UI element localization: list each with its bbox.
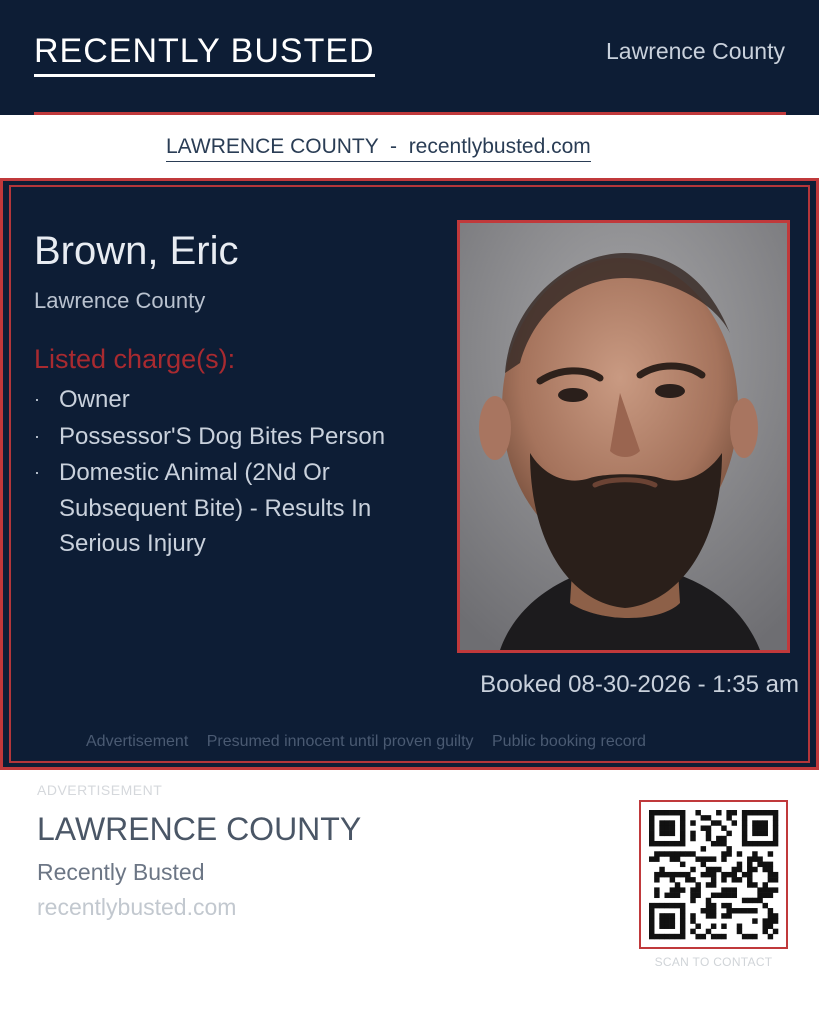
innocence-note: Presumed innocent until proven guilty bbox=[206, 733, 474, 750]
site-header bbox=[0, 0, 819, 115]
inmate-name: Brown, Eric bbox=[34, 229, 239, 273]
ad-county-heading: LAWRENCE COUNTY bbox=[37, 811, 362, 847]
charge-text: Possessor'S Dog Bites Person bbox=[59, 422, 386, 450]
charges-heading: Listed charge(s): bbox=[34, 344, 236, 374]
ad-url-link[interactable]: recentlybusted.com bbox=[37, 894, 237, 920]
booking-datetime: Booked 08-30-2026 - 1:35 am bbox=[480, 671, 799, 698]
charge-item bbox=[34, 419, 434, 455]
bullet-icon: · bbox=[34, 462, 40, 482]
charge-text: Domestic Animal (2Nd Or Subsequent Bite) - Results In Serious Injury bbox=[59, 459, 372, 557]
charge-text: Owner bbox=[59, 386, 130, 413]
advertisement-note: Advertisement bbox=[86, 733, 189, 750]
qr-caption: SCAN TO CONTACT bbox=[654, 955, 773, 969]
charge-item bbox=[34, 382, 434, 418]
ad-site-name: Recently Busted bbox=[37, 859, 205, 885]
header-county-label: Lawrence County bbox=[606, 38, 785, 64]
mugshot-photo bbox=[457, 220, 790, 653]
charge-item bbox=[34, 455, 434, 562]
public-record-note: Public booking record bbox=[492, 733, 646, 750]
mugshot-image bbox=[460, 223, 787, 650]
sub-header-link[interactable]: LAWRENCE COUNTY - recentlybusted.com bbox=[166, 133, 591, 162]
inmate-county: Lawrence County bbox=[34, 288, 206, 313]
bullet-icon: · bbox=[34, 389, 40, 409]
ad-label: ADVERTISEMENT bbox=[37, 782, 163, 798]
site-brand-logo[interactable]: RECENTLY BUSTED bbox=[34, 30, 375, 77]
card-footer-notes bbox=[86, 732, 660, 752]
qr-code[interactable] bbox=[639, 800, 788, 949]
qr-code-icon bbox=[641, 802, 786, 947]
bullet-icon: · bbox=[34, 425, 40, 446]
charges-list bbox=[34, 382, 434, 563]
